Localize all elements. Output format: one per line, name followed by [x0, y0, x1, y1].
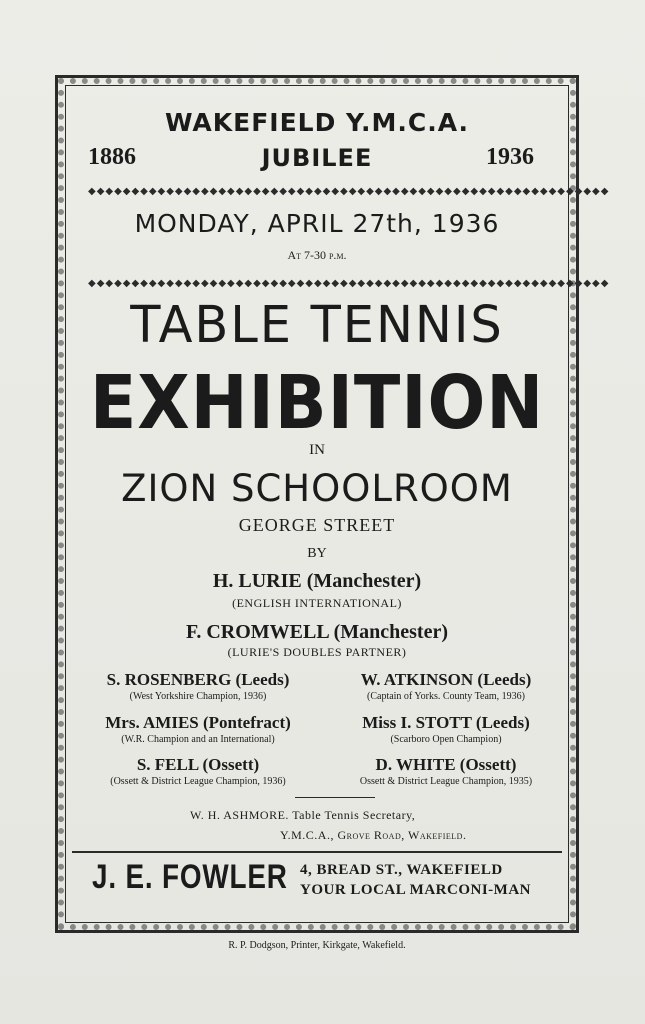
advert-address: 4, BREAD ST., WAKEFIELD [300, 862, 503, 878]
player-main-name: H. LURIE (Manchester) [212, 570, 422, 592]
player-name: W. ATKINSON (Leeds) [360, 670, 532, 689]
player-note: (Scarboro Open Champion) [390, 734, 502, 745]
section-divider [295, 797, 375, 798]
player-name: Mrs. AMIES (Pontefract) [105, 713, 291, 732]
by-label: BY [307, 546, 327, 561]
event-time: At 7-30 p.m. [287, 248, 347, 262]
diamond-divider-top: ◆◆◆◆◆◆◆◆◆◆◆◆◆◆◆◆◆◆◆◆◆◆◆◆◆◆◆◆◆◆◆◆◆◆◆◆◆◆◆◆◆◆◆◆◆◆◆◆◆◆◆◆◆◆◆◆◆◆◆◆ [88, 186, 610, 197]
secretary-line2: Y.M.C.A., Grove Road, Wakefield. [280, 828, 467, 842]
player-note: (Captain of Yorks. County Team, 1936) [367, 691, 525, 702]
venue-street: GEORGE STREET [238, 515, 396, 535]
advert-name: J. E. FOWLER [92, 858, 288, 896]
player-note: (West Yorkshire Champion, 1936) [129, 691, 267, 702]
player-note: Ossett & District League Champion, 1935) [359, 776, 533, 787]
player-name: S. ROSENBERG (Leeds) [106, 670, 290, 689]
in-label: IN [309, 442, 325, 458]
secretary-line1: W. H. ASHMORE. Table Tennis Secretary, [190, 808, 416, 822]
year-end: 1936 [486, 144, 534, 170]
player-main-note: (ENGLISH INTERNATIONAL) [232, 596, 402, 610]
diamond-divider-bottom: ◆◆◆◆◆◆◆◆◆◆◆◆◆◆◆◆◆◆◆◆◆◆◆◆◆◆◆◆◆◆◆◆◆◆◆◆◆◆◆◆◆◆◆◆◆◆◆◆◆◆◆◆◆◆◆◆◆◆◆◆ [88, 278, 610, 289]
venue-name: ZION SCHOOLROOM [121, 467, 513, 510]
player-name: D. WHITE (Ossett) [375, 755, 517, 774]
year-start: 1886 [88, 144, 136, 170]
jubilee-title: JUBILEE [261, 144, 373, 172]
player-note: (Ossett & District League Champion, 1936) [110, 776, 286, 787]
advert-tagline: YOUR LOCAL MARCONI-MAN [300, 882, 531, 898]
event-title-line1: TABLE TENNIS [130, 296, 504, 355]
advert-divider [72, 851, 562, 853]
player-main-name: F. CROMWELL (Manchester) [185, 621, 448, 643]
event-title-line2: EXHIBITION [89, 360, 545, 446]
player-main-note: (LURIE'S DOUBLES PARTNER) [227, 645, 407, 659]
player-name: S. FELL (Ossett) [136, 755, 260, 774]
event-date: MONDAY, APRIL 27th, 1936 [134, 209, 500, 238]
printer-credit: R. P. Dodgson, Printer, Kirkgate, Wakefield. [228, 940, 406, 951]
player-note: (W.R. Champion and an International) [121, 734, 275, 745]
org-title: WAKEFIELD Y.M.C.A. [164, 108, 470, 137]
player-name: Miss I. STOTT (Leeds) [362, 713, 530, 732]
